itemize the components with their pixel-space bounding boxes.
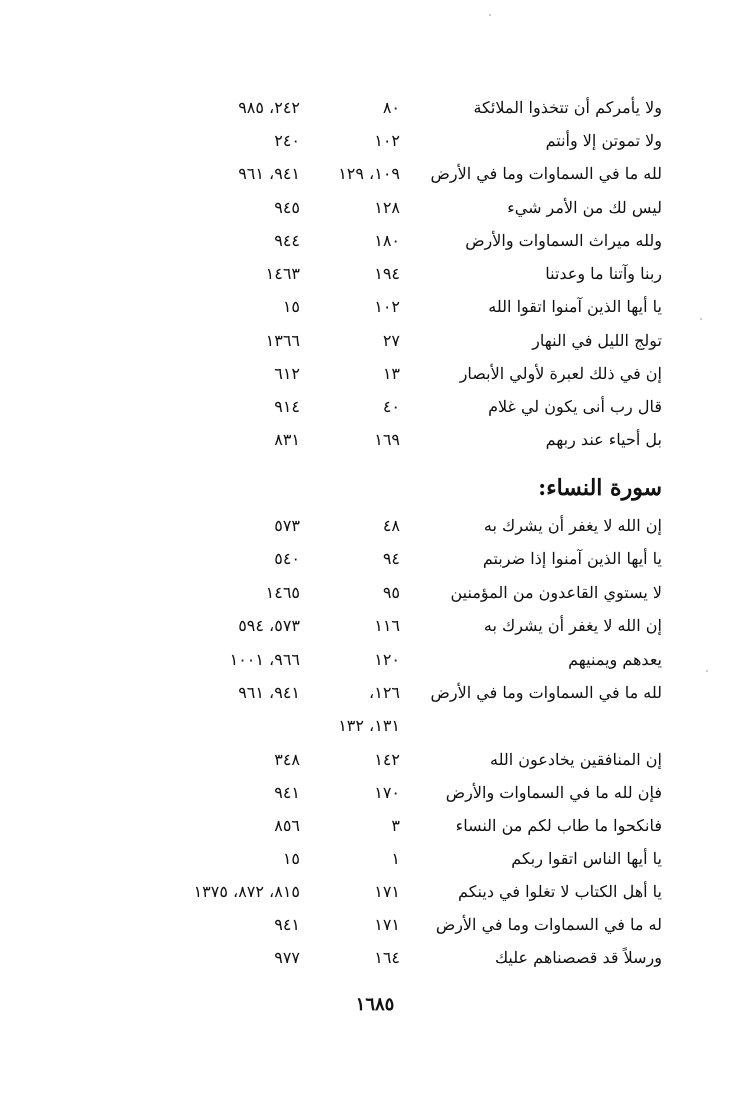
verse-text: فإن لله ما في السماوات والأرض bbox=[445, 783, 662, 802]
verse-text: يا أيها الناس اتقوا ربكم bbox=[511, 849, 662, 868]
verse-text: إن الله لا يغفر أن يشرك به bbox=[483, 616, 662, 635]
verse-number: ٩٤ bbox=[382, 549, 400, 568]
verse-text: يا أيها الذين آمنوا اتقوا الله bbox=[488, 297, 662, 316]
page-references: ٩٧٧ bbox=[274, 948, 300, 967]
verse-number: ٩٥ bbox=[382, 583, 400, 602]
verse-text: لا يستوي القاعدون من المؤمنين bbox=[450, 583, 662, 602]
page-references: ٩٤١ bbox=[274, 915, 300, 934]
verse-number: ١١٦ bbox=[374, 616, 400, 635]
verse-text: ورسلاً قد قصصناهم عليك bbox=[494, 948, 662, 967]
page-references: ٥٧٣، ٥٩٤ bbox=[238, 616, 300, 635]
index-row bbox=[0, 545, 750, 573]
verse-text: يا أيها الذين آمنوا إذا ضربتم bbox=[482, 549, 662, 568]
page-references: ٩١٤ bbox=[274, 397, 300, 416]
page-references: ٥٧٣ bbox=[274, 516, 300, 535]
index-row bbox=[0, 160, 750, 188]
scan-speck bbox=[489, 14, 491, 16]
page-references: ٢٤٢، ٩٨٥ bbox=[238, 98, 300, 117]
page-references: ٩٤٥ bbox=[274, 198, 300, 217]
page-references: ٩٦٦، ١٠٠١ bbox=[229, 650, 300, 669]
index-row bbox=[0, 512, 750, 540]
verse-text: لله ما في السماوات وما في الأرض bbox=[430, 164, 662, 183]
verse-text: لله ما في السماوات وما في الأرض bbox=[430, 683, 662, 702]
page-references: ٣٤٨ bbox=[274, 750, 300, 769]
verse-text: ولا تموتن إلا وأنتم bbox=[545, 131, 662, 150]
verse-text: ولا يأمركم أن تتخذوا الملائكة bbox=[473, 98, 662, 117]
verse-number: ٤٨ bbox=[382, 516, 400, 535]
verse-number: ١٠٢ bbox=[374, 297, 400, 316]
index-row bbox=[0, 579, 750, 607]
verse-number: ١٠٩، ١٢٩ bbox=[338, 164, 400, 183]
verse-number: ١٢٦، bbox=[369, 683, 400, 702]
verse-text: فانكحوا ما طاب لكم من النساء bbox=[455, 816, 662, 835]
verse-number: ٣ bbox=[391, 816, 400, 835]
verse-number: ١٣١، ١٣٢ bbox=[338, 716, 400, 735]
page-references: ٩٤١، ٩٦١ bbox=[238, 683, 300, 702]
verse-text: بل أحياء عند ربهم bbox=[545, 430, 662, 449]
index-row bbox=[0, 393, 750, 421]
verse-number: ١٧١ bbox=[374, 882, 400, 901]
verse-number: ١٤٢ bbox=[374, 750, 400, 769]
page-references: ٨٣١ bbox=[274, 430, 300, 449]
page-references: ١٥ bbox=[282, 297, 300, 316]
verse-number: ١٣ bbox=[382, 364, 400, 383]
verse-number: ٤٠ bbox=[382, 397, 400, 416]
verse-number: ١٠٢ bbox=[374, 131, 400, 150]
index-row bbox=[0, 293, 750, 321]
index-row bbox=[0, 779, 750, 807]
verse-number: ١ bbox=[391, 849, 400, 868]
page-references: ٩٤١، ٩٦١ bbox=[238, 164, 300, 183]
index-row bbox=[0, 360, 750, 388]
index-row bbox=[0, 878, 750, 906]
verse-number: ١٧٠ bbox=[374, 783, 400, 802]
page-references: ٥٤٠ bbox=[274, 549, 300, 568]
index-row bbox=[0, 646, 750, 674]
verse-text: يعدهم ويمنيهم bbox=[568, 650, 662, 669]
page-references: ٩٤١ bbox=[274, 783, 300, 802]
index-row bbox=[0, 426, 750, 454]
verse-text: يا أهل الكتاب لا تغلوا في دينكم bbox=[458, 882, 662, 901]
verse-text: إن في ذلك لعبرة لأولي الأبصار bbox=[459, 364, 662, 383]
verse-number: ١٦٤ bbox=[374, 948, 400, 967]
verse-number: ١٧١ bbox=[374, 915, 400, 934]
index-row bbox=[0, 911, 750, 939]
index-row bbox=[0, 127, 750, 155]
verse-text: ليس لك من الأمر شيء bbox=[507, 198, 662, 217]
index-row-continuation bbox=[0, 712, 750, 740]
page-references: ٦١٢ bbox=[274, 364, 300, 383]
page-references: ٨١٥، ٨٧٢، ١٣٧٥ bbox=[193, 882, 300, 901]
verse-number: ١٢٠ bbox=[374, 650, 400, 669]
index-row bbox=[0, 260, 750, 288]
page-references: ١٤٦٥ bbox=[265, 583, 300, 602]
verse-text: إن الله لا يغفر أن يشرك به bbox=[483, 516, 662, 535]
page-references: ٨٥٦ bbox=[274, 816, 300, 835]
verse-text: ربنا وآتنا ما وعدتنا bbox=[545, 264, 662, 283]
surah-heading: سورة النساء: bbox=[538, 475, 662, 501]
verse-number: ٢٧ bbox=[382, 331, 400, 350]
index-row bbox=[0, 746, 750, 774]
index-row bbox=[0, 94, 750, 122]
verse-text: إن المنافقين يخادعون الله bbox=[489, 750, 662, 769]
verse-text: قال رب أنى يكون لي غلام bbox=[488, 397, 662, 416]
index-row bbox=[0, 812, 750, 840]
page-references: ٩٤٤ bbox=[274, 231, 300, 250]
index-row bbox=[0, 227, 750, 255]
index-row bbox=[0, 327, 750, 355]
verse-number: ١٩٤ bbox=[374, 264, 400, 283]
index-row bbox=[0, 944, 750, 972]
verse-number: ١٨٠ bbox=[374, 231, 400, 250]
index-row bbox=[0, 845, 750, 873]
page-references: ١٥ bbox=[282, 849, 300, 868]
verse-number: ١٢٨ bbox=[374, 198, 400, 217]
index-row bbox=[0, 194, 750, 222]
verse-number: ٨٠ bbox=[382, 98, 400, 117]
page-references: ١٤٦٣ bbox=[265, 264, 300, 283]
page-number: ١٦٨٥ bbox=[355, 994, 395, 1015]
verse-text: ولله ميراث السماوات والأرض bbox=[465, 231, 662, 250]
index-row bbox=[0, 679, 750, 707]
verse-number: ١٦٩ bbox=[374, 430, 400, 449]
index-row bbox=[0, 612, 750, 640]
page-references: ٢٤٠ bbox=[274, 131, 300, 150]
verse-text: تولج الليل في النهار bbox=[532, 331, 662, 350]
page-references: ١٣٦٦ bbox=[265, 331, 300, 350]
verse-text: له ما في السماوات وما في الأرض bbox=[435, 915, 662, 934]
